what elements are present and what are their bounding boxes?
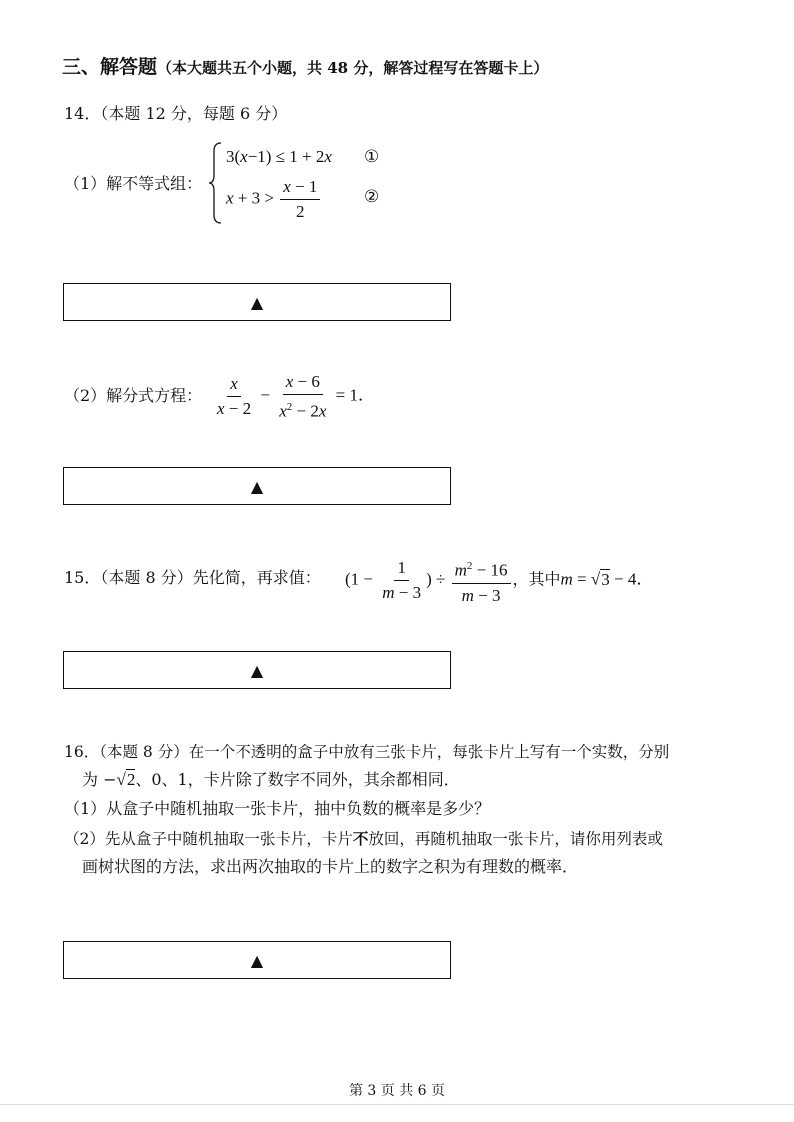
footer-divider — [0, 1104, 794, 1105]
inequality-1: 3(x−1) ≤ 1 + 2x — [226, 147, 332, 166]
answer-box-15 — [63, 651, 451, 689]
q16-part2: （2）先从盒子中随机抽取一张卡片，卡片不放回，再随机抽取一张卡片，请你用列表或 — [64, 830, 663, 848]
page-footer: 第 3 页 共 6 页 — [348, 1083, 446, 1099]
circle-mark-2: ② — [364, 187, 380, 206]
q15-expression: (1 − $\frac{1}{m - 3}$ ) ÷ $\frac{m^2 - 16}{m - 3}$ ，其中m = √3 − 4． — [345, 556, 653, 606]
q16-line1: 16．（本题 8 分）在一个不透明的盒子中放有三张卡片，每张卡片上写有一个实数，分别 — [64, 743, 670, 761]
fraction-equation: $\frac{x}{x - 2}$ − $\frac{x - 6}{x^2 - 2x}$ = 1． — [217, 372, 376, 421]
answer-triangle-icon: ▲ — [250, 660, 264, 680]
answer-box-14-2 — [63, 467, 451, 505]
q14-part2-label: （2）解分式方程： — [64, 386, 203, 405]
answer-triangle-icon: ▲ — [250, 476, 264, 496]
inequality-2: x + 3 > $\frac{x - 1}{2}$ — [226, 177, 322, 222]
section-heading — [62, 56, 548, 79]
inequality-2-fraction: $\frac{x - 1}{2}$ — [280, 177, 320, 222]
answer-triangle-icon: ▲ — [250, 950, 264, 970]
q14-part1-label: （1）解不等式组： — [64, 174, 203, 193]
q16-part2-line2: 画树状图的方法，求出两次抽取的卡片上的数字之积为有理数的概率． — [82, 857, 579, 876]
section-note: （本大题共五个小题，共 48 分，解答过程写在答题卡上） — [157, 59, 549, 77]
answer-triangle-icon: ▲ — [250, 292, 264, 312]
section-title: 三、解答题 — [62, 56, 158, 78]
system-brace — [208, 141, 224, 225]
circle-mark-1: ① — [364, 147, 380, 166]
answer-box-14-1 — [63, 283, 451, 321]
q15-header: 15．（本题 8 分）先化简，再求值： — [64, 568, 321, 587]
q14-header: 14．（本题 12 分，每题 6 分） — [64, 104, 288, 123]
q16-line2: 为 −√2、0、1，卡片除了数字不同外，其余都相同． — [82, 770, 460, 789]
q16-part1: （1）从盒子中随机抽取一张卡片，抽中负数的概率是多少？ — [64, 799, 491, 818]
answer-box-16 — [63, 941, 451, 979]
